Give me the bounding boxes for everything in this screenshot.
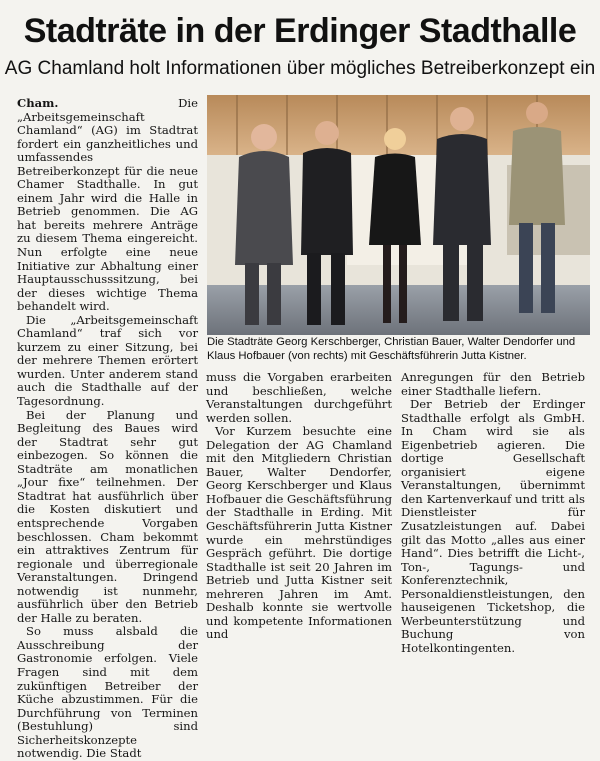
text-column-3 [401,371,585,655]
paragraph: Die „Arbeitsgemeinschaft Chamland“ traf sich vor kurzem zu einer Sitzung, bei der mehrere Themen erörtert wurden. Unter anderem stand auch die Stadthalle auf der Tagesordnung. [17,312,198,409]
headline: Stadträte in der Erdinger Stadthalle [23,12,577,50]
paragraph: Der Betrieb der Erdinger Stadthalle erfolgt als GmbH. In Cham wird sie als Eigenbetrieb agieren. Die dortige Gesellschaft organisiert eigene Veranstaltungen, übernimmt den Kartenverkauf und tritt als Dienstleister für Zusatzleistungen auf. Dabei gilt das Motto „alles aus einer Hand“. Dies betrifft die Licht-, Ton-, Tagungs- und Konferenztechnik, Personaldienstleistungen, den hauseigenen Ticketshop, die Werbeunterstützung und Buchung von Hotelkontingenten. [401,397,585,655]
text-column-1 [17,97,198,761]
group-photo [207,95,590,335]
subheadline: AG Chamland holt Informationen über mögliches Betreiberkonzept ein [4,58,596,79]
paragraph: Vor Kurzem besuchte eine Delegation der AG Chamland mit den Mitgliedern Christian Bauer, Walter Dendorfer, Georg Kerschberger und Klaus Hofbauer die Geschäftsführung der Stadthalle in Erding. Mit Geschäftsführerin Jutta Kistner wurde ein mehrstündiges Gespräch geführt. Die dortige Stadthalle ist seit 20 Jahren im Betrieb und Jutta Kistner seit mehreren Jahren im Amt. Deshalb konnte sie wertvolle und kompetente Informationen und [206,424,392,642]
paragraph-text: Die „Arbeitsgemeinschaft Chamland“ (AG) im Stadtrat fordert ein ganzheitliches und umfassendes Betreiberkonzept für die neue Chamer Stadthalle. In gut einem Jahr wird die Halle in Betrieb genommen. Die AG hat bereits mehrere Anträge zu diesem Thema eingereicht. Nun erfolgte eine neue Initiative zur Abhaltung einer Hauptausschusssitzung, bei der dieses wichtige Thema behandelt wird. [17,96,198,314]
paragraph: Bei der Planung und Begleitung des Baues wird der Stadtrat sehr gut einbezogen. So können die Stadträte am monatlichen „Jour fixe“ teilnehmen. Der Stadtrat hat ausführlich über die Kosten diskutiert und entsprechende Vorgaben beschlossen. Cham bekommt ein attraktives Zentrum für regionale und überregionale Veranstaltungen. Dringend notwendig ist nunmehr, ausführlich über den Betrieb der Halle zu beraten. [17,407,198,625]
paragraph: Anregungen für den Betrieb einer Stadthalle liefern. [401,370,585,398]
dateline: Cham. [17,96,59,110]
text-column-2 [206,371,392,642]
paragraph: So muss alsbald die Ausschreibung der Gastronomie erfolgen. Viele Fragen sind mit dem zukünftigen Betreiber der Küche abzustimmen. Für die Durchführung von Terminen (Bestuhlung) sind Sicherheitskonzepte notwendig. Die Stadt [17,624,198,761]
photo-illustration [207,95,590,335]
photo-caption: Die Stadträte Georg Kerschberger, Christian Bauer, Walter Dendorfer und Klaus Hofbauer (von rechts) mit Geschäftsführerin Jutta Kistner. [207,336,576,362]
paragraph: muss die Vorgaben erarbeiten und beschließen, welche Veranstaltungen durchgeführt werden sollen. [206,370,392,425]
paragraph [17,97,198,314]
